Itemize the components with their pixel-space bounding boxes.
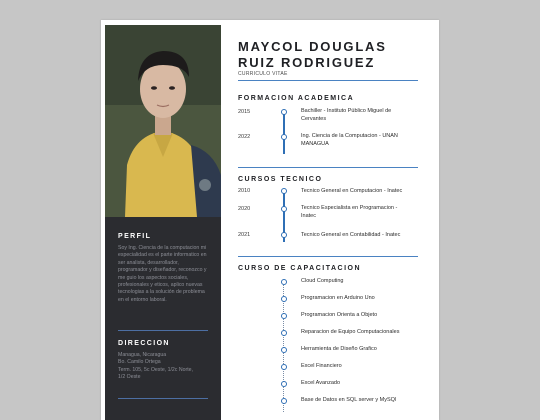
technical-entry: Tecnico Especialista en Programacion - Inatec: [301, 205, 398, 219]
timeline-dot: [281, 296, 287, 302]
address-line-1: Managua, Nicaragua: [118, 352, 167, 358]
profile-text: Soy Ing. Ciencia de la computacion mi especialidad es el parte informatico en ser analista, desarrollador, programador y diseñador, reconozco y me guio los aspectos sociales, profesionales y eticos, aplico nuevas tecnologias a la solución de problema en el entorno laboral.: [118, 245, 207, 303]
technical-year: 2021: [238, 232, 251, 238]
timeline-dot: [281, 232, 287, 238]
address-line-2: Bo. Camilo Ortega: [118, 359, 161, 366]
profile-photo: [105, 25, 221, 217]
document-subtitle: CURRICULO VITAE: [238, 71, 288, 77]
education-entry: Bachiller - Instituto Público Miguel de Cervantes: [301, 108, 392, 122]
timeline-dot: [281, 398, 287, 404]
sidebar: [105, 25, 221, 420]
training-item: Reparacion de Equipo Computacionales: [301, 329, 400, 335]
education-title: FORMACION ACADEMICA: [238, 95, 355, 102]
training-title: CURSO DE CAPACITACION: [238, 265, 362, 272]
timeline-dot: [281, 381, 287, 387]
timeline-dot: [281, 279, 287, 285]
main-content: [238, 20, 428, 420]
education-year: 2015: [238, 109, 251, 115]
name-line-2: RUIZ RODRIGUEZ: [238, 55, 376, 70]
profile-section: [118, 233, 208, 304]
profile-title: PERFIL: [118, 233, 152, 240]
full-name: [238, 39, 387, 71]
address-title: DIRECCION: [118, 340, 170, 347]
name-line-1: MAYCOL DOUGLAS: [238, 39, 387, 54]
technical-title: CURSOS TECNICO: [238, 176, 323, 183]
sidebar-divider: [118, 330, 208, 331]
timeline-dot: [281, 364, 287, 370]
timeline-dot: [281, 109, 287, 115]
sidebar-divider-2: [118, 398, 208, 399]
technical-entry: Tecnico General en Computacion - Inatec: [301, 188, 403, 194]
section-divider: [238, 167, 418, 168]
resume-page: [101, 20, 439, 420]
technical-entry: Tecnico General en Contabilidad - Inatec: [301, 232, 401, 238]
training-item: Cloud Computing: [301, 278, 344, 284]
section-divider: [238, 256, 418, 257]
timeline-dot: [281, 347, 287, 353]
education-year: 2022: [238, 134, 251, 140]
timeline-dot: [281, 188, 287, 194]
address-line-4: 1/2 Oeste: [118, 374, 141, 381]
timeline-dot: [281, 134, 287, 140]
address-line-3: Term. 105, 5c Oeste, 1/2c Norte,: [118, 366, 193, 373]
section-divider: [238, 80, 418, 81]
training-item: Base de Datos en SQL server y MySQl: [301, 397, 397, 403]
training-item: Excel Avanzado: [301, 380, 341, 386]
timeline-dot: [281, 330, 287, 336]
training-item: Excel Financiero: [301, 363, 342, 369]
technical-year: 2020: [238, 206, 251, 212]
training-item: Programacion en Arduino Uno: [301, 295, 375, 301]
education-entry: Ing. Ciencia de la Computacion - UNAN MANAGUA: [301, 133, 398, 147]
training-item: Programacion Orienta a Objeto: [301, 312, 378, 318]
portrait-image: [105, 25, 221, 217]
timeline-dot: [281, 313, 287, 319]
address-section: [118, 340, 208, 382]
technical-year: 2010: [238, 188, 251, 194]
education-timeline: [283, 112, 285, 154]
timeline-dot: [281, 206, 287, 212]
training-item: Herramienta de Diseño Grafico: [301, 346, 377, 352]
